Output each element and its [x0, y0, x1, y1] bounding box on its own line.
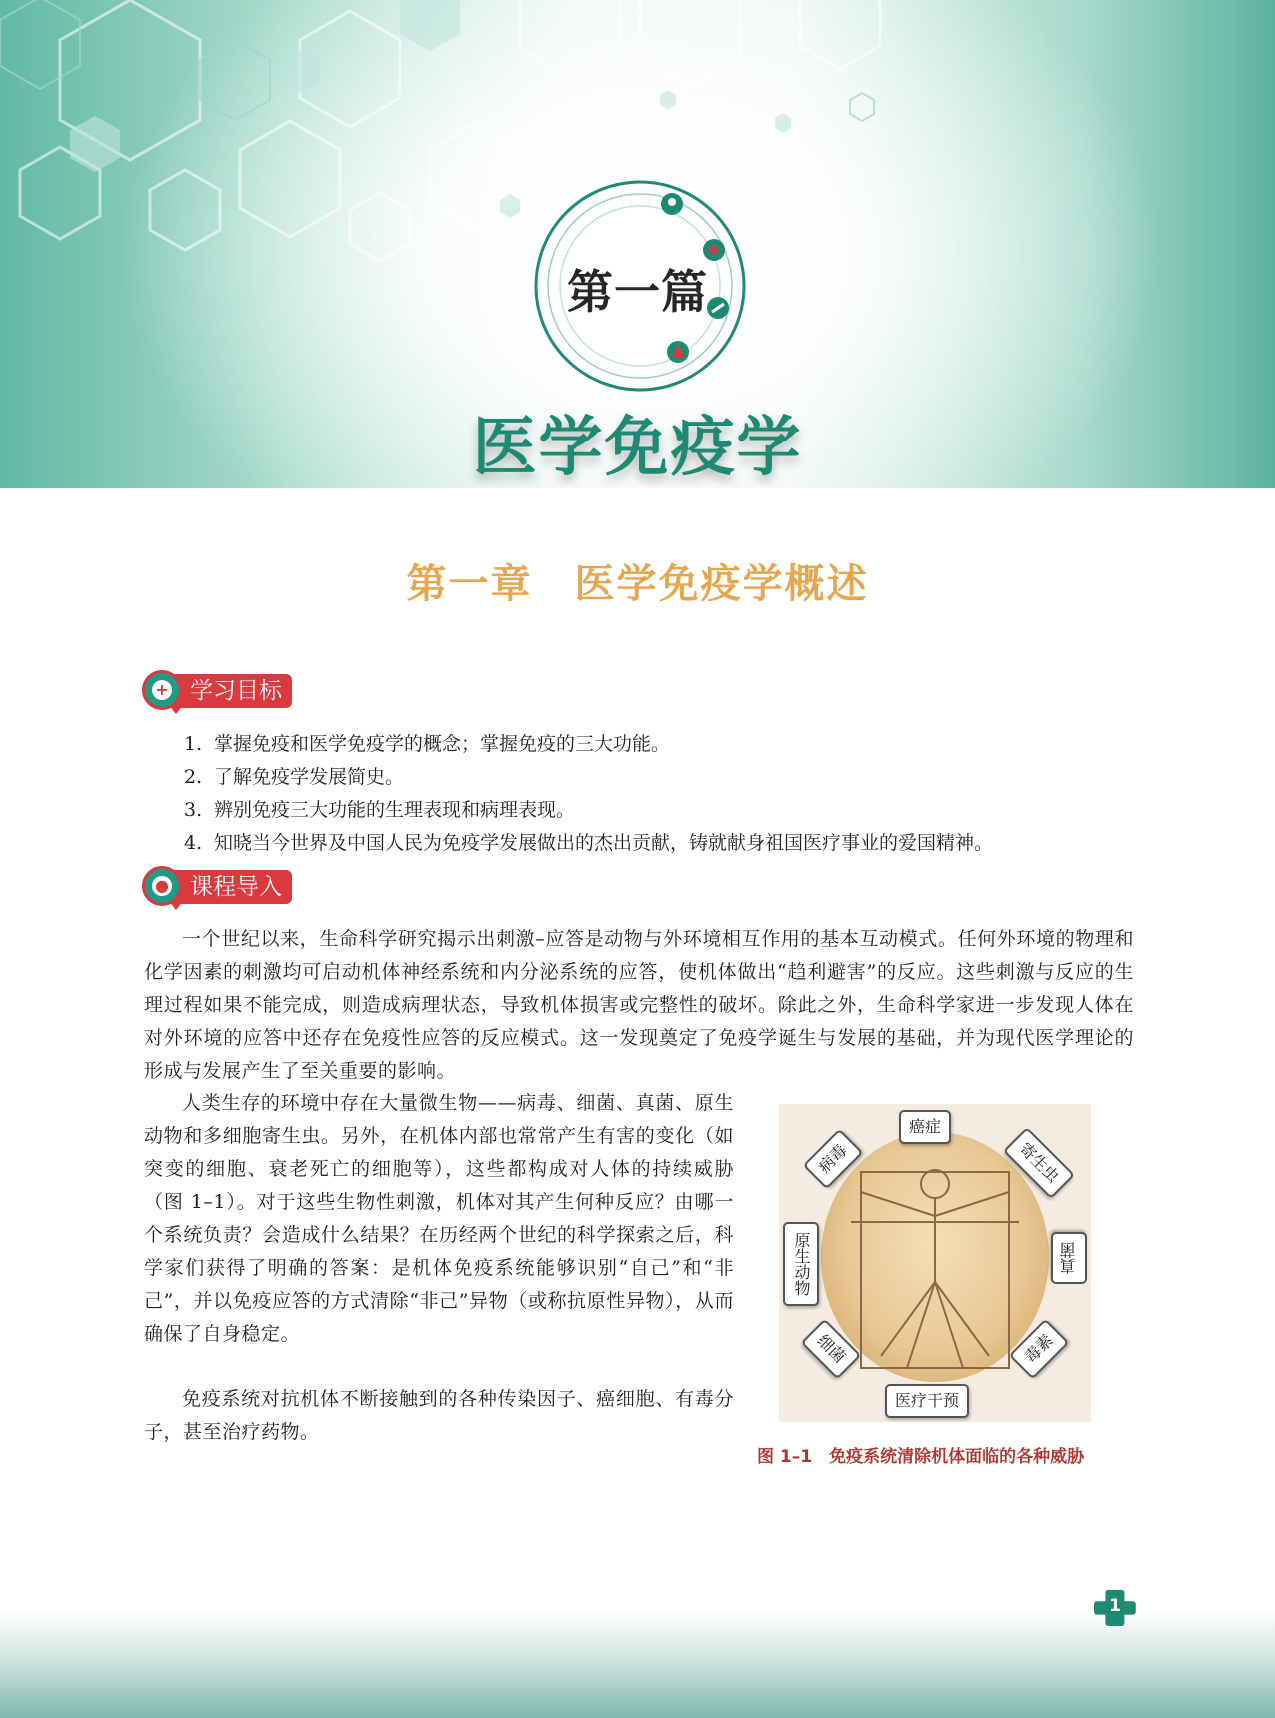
- objective-item: 4. 知晓当今世界及中国人民为免疫学发展做出的杰出贡献，铸就献身祖国医疗事业的爱国精神。: [184, 832, 994, 854]
- callout-bacteria: 细菌: [801, 1319, 862, 1380]
- chapter-title: 第一章 医学免疫学概述: [406, 560, 869, 607]
- vitruvian-man-sketch: [821, 1132, 1049, 1382]
- intro-paragraph-2: 人类生存的环境中存在大量微生物——病毒、细菌、真菌、原生动物和多细胞寄生虫。另外，在机体内部也常常产生有害的变化（如突变的细胞、衰老死亡的细胞等），这些都构成对人体的持续威胁（图 1–1）。对于这些生物性刺激，机体对其产生何种反应？由哪一个系统负责？会造成什么结果？在历经两个世纪的科学探索之后，科学家们获得了明确的答案：是机体免疫系统能够识别“自己”和“非己”，并以免疫应答的方式清除“非己”异物（或称抗原性异物），从而确保了自身稳定。: [144, 1092, 734, 1345]
- figure-caption: 图 1–1 免疫系统清除机体面临的各种威胁: [757, 1447, 1085, 1467]
- objective-item: 3. 辨别免疫三大功能的生理表现和病理表现。: [184, 799, 576, 821]
- vitruvian-man-image: [821, 1132, 1049, 1382]
- objective-item: 2. 了解免疫学发展简史。: [184, 766, 405, 788]
- objective-item: 1. 掌握免疫和医学免疫学的概念；掌握免疫的三大功能。: [184, 733, 671, 755]
- intro-paragraph-1: 一个世纪以来，生命科学研究揭示出刺激–应答是动物与外环境相互作用的基本互动模式。任何外环境的物理和化学因素的刺激均可启动机体神经系统和内分泌系统的应答，使机体做出“趋利避害”的反应。这些刺激与反应的生理过程如果不能完成，则造成病理状态，导致机体损害或完整性的破坏。除此之外，生命科学家进一步发现人体在对外环境的应答中还存在免疫性应答的反应模式。这一发现奠定了免疫学诞生与发展的基础，并为现代医学理论的形成与发展产生了至关重要的影响。: [144, 928, 1134, 1082]
- first-aid-icon: +: [142, 670, 182, 710]
- course-intro-label: 课程导入: [166, 870, 292, 904]
- objectives-list: [184, 728, 993, 860]
- figure-1-1: [779, 1104, 1091, 1422]
- learning-objectives-label: 学习目标: [166, 674, 292, 708]
- callout-protozoa: 原生动物: [783, 1222, 819, 1306]
- doctor-icon: ●: [142, 866, 182, 906]
- book-title: 医学免疫学: [472, 411, 803, 485]
- callout-parasite: 寄生虫: [1003, 1127, 1075, 1199]
- callout-virus: 病毒: [803, 1129, 864, 1190]
- header-banner: [0, 0, 1275, 488]
- footer-band: [0, 1610, 1275, 1718]
- part-title: 第一篇: [567, 265, 708, 319]
- callout-fungus: 真菌: [1051, 1232, 1087, 1284]
- callout-cancer: 癌症: [899, 1110, 951, 1144]
- callout-medical-intervention: 医疗干预: [885, 1384, 969, 1418]
- intro-paragraph-3: 免疫系统对抗机体不断接触到的各种传染因子、癌细胞、有毒分子，甚至治疗药物。: [144, 1388, 734, 1443]
- page-number: 1: [1109, 1596, 1121, 1616]
- callout-toxin: 毒素: [1009, 1319, 1070, 1380]
